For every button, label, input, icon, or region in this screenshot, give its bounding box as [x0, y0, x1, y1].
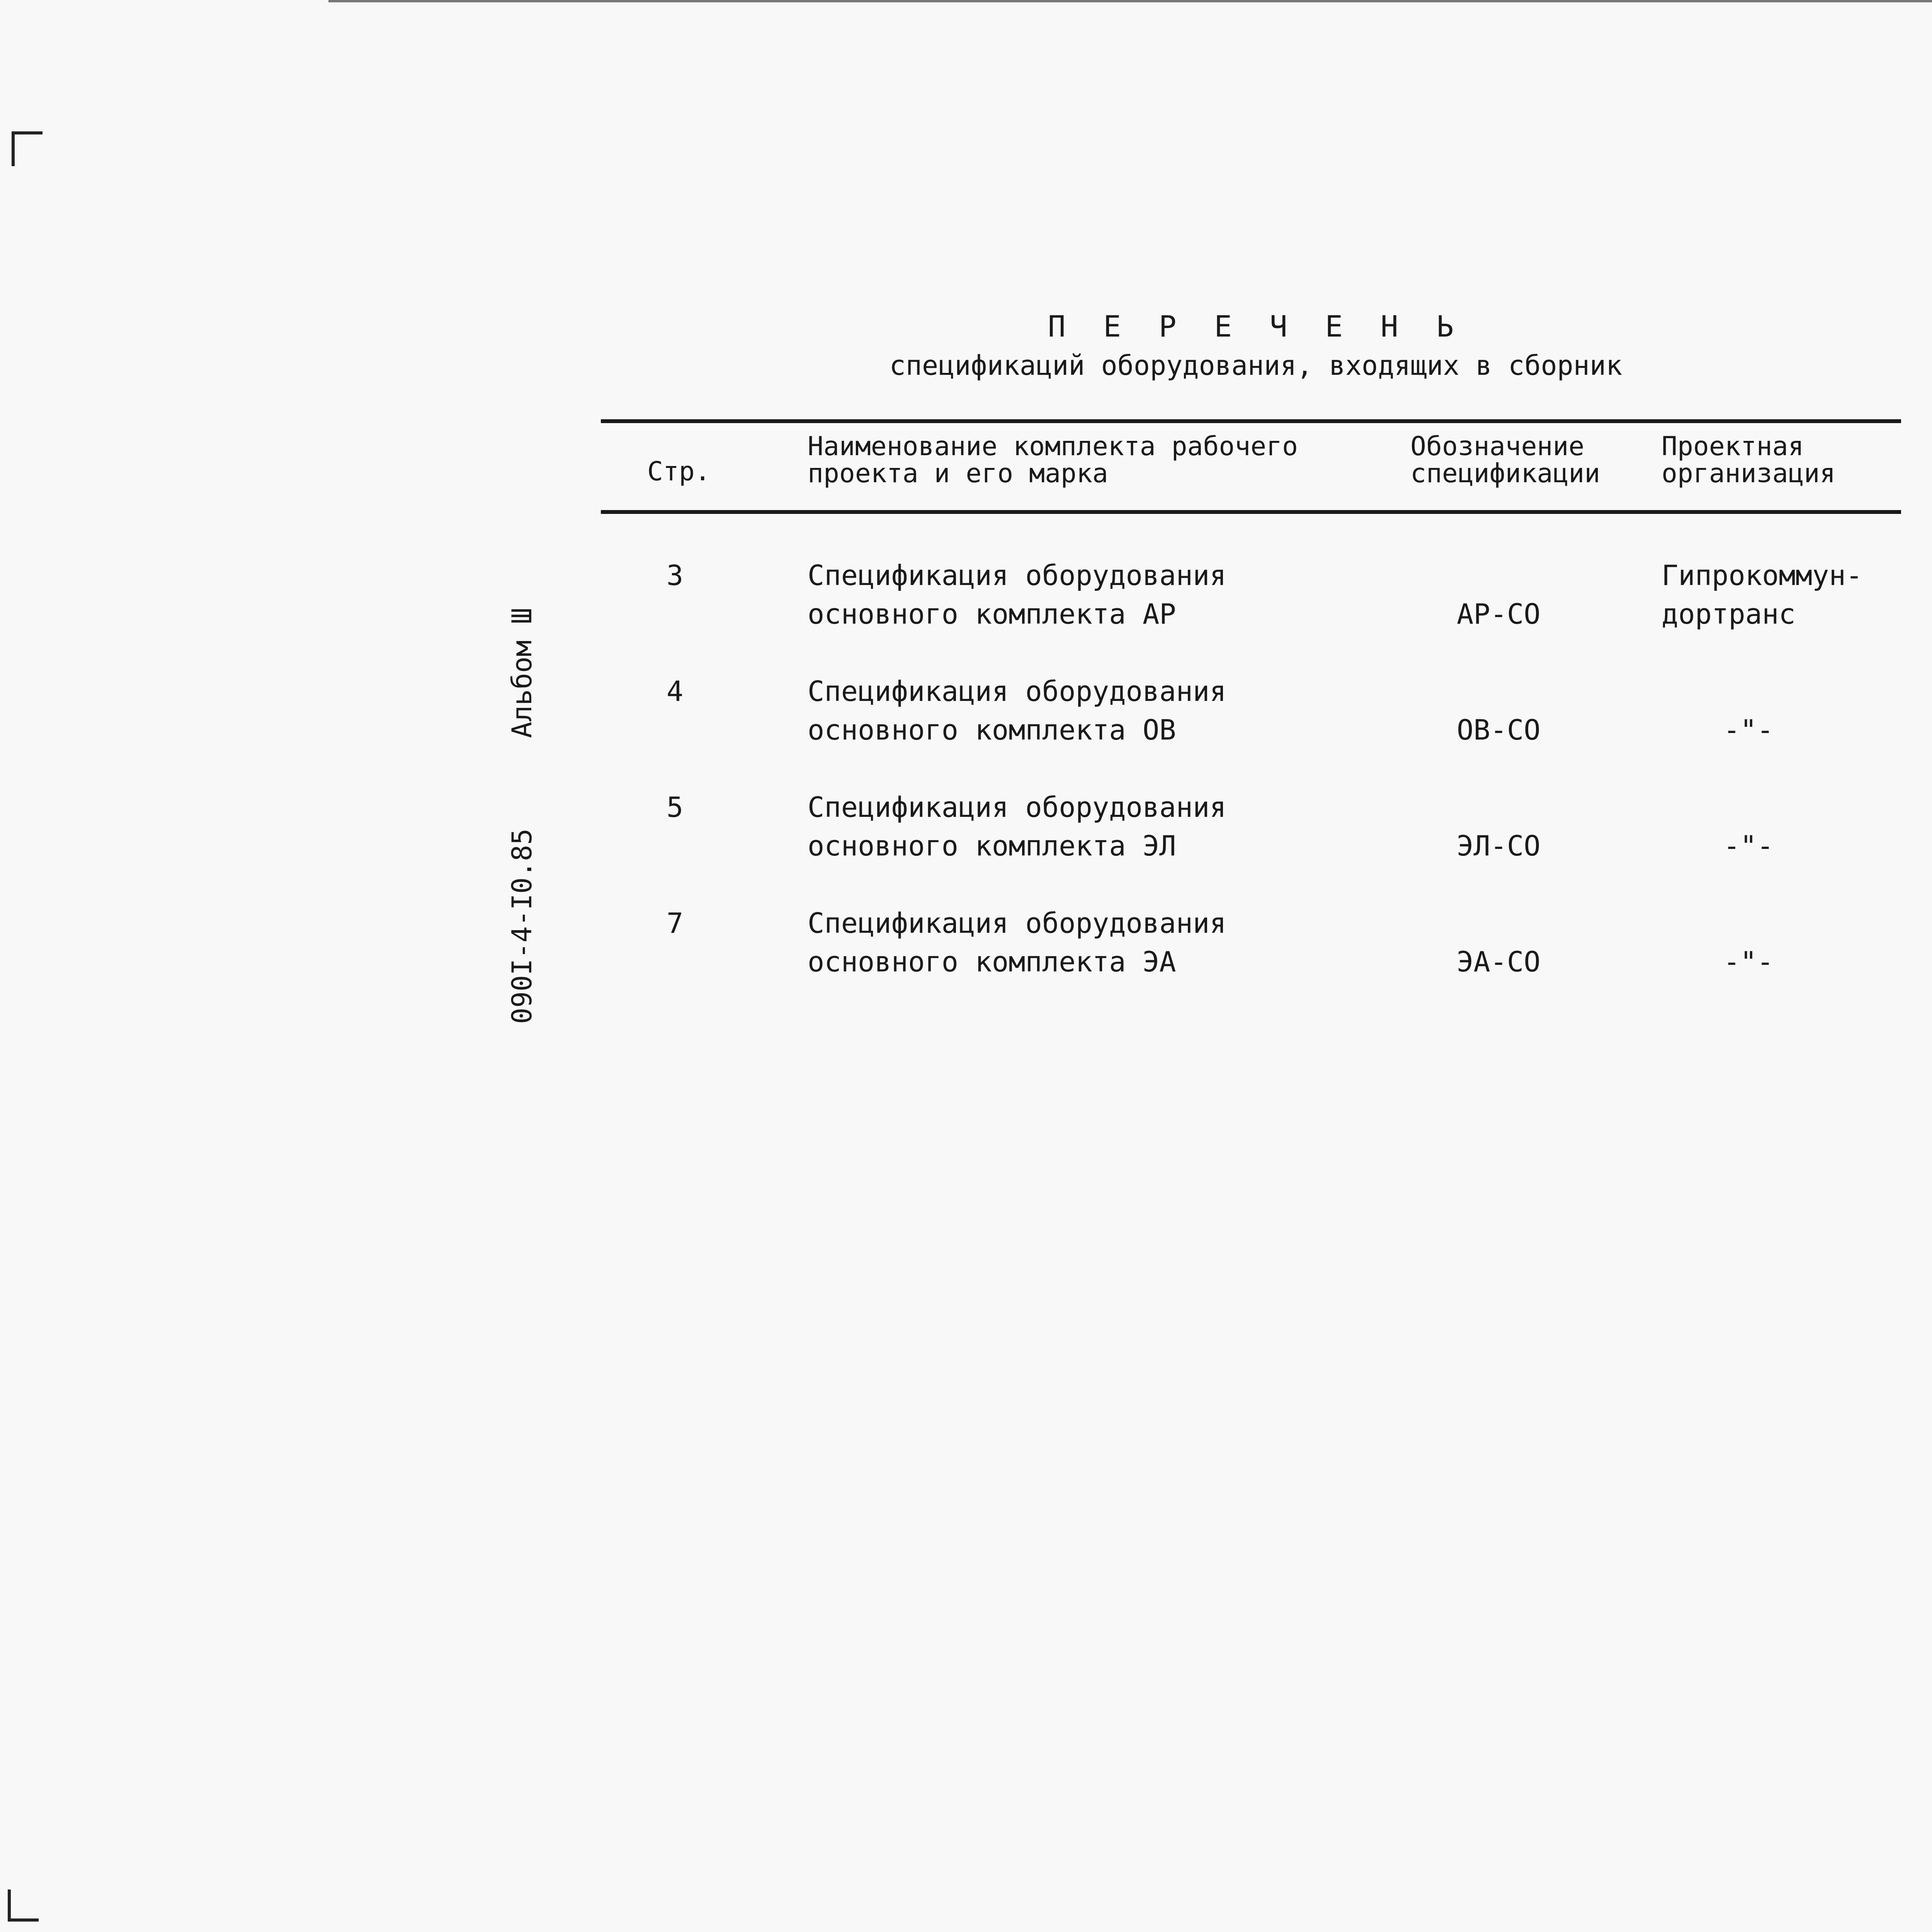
table-top-rule: [601, 419, 1901, 423]
row-4-name-line-2: основного комплекта ЭА: [808, 946, 1176, 978]
row-2-page: 4: [667, 675, 684, 707]
header-name-line-1: Наименование комплекта рабочего: [808, 431, 1298, 462]
table-header-rule: [601, 510, 1901, 514]
header-designation-line-1: Обозначение: [1410, 431, 1585, 462]
crop-mark-top-left: [12, 131, 43, 134]
row-4-page: 7: [667, 907, 684, 939]
row-2-designation: ОВ-СО: [1457, 714, 1541, 746]
row-1-organization-line-2: дортранс: [1662, 598, 1796, 630]
row-3-page: 5: [667, 791, 684, 823]
document-title: П Е Р Е Ч Е Н Ь: [1048, 309, 1464, 344]
crop-mark-top-left-vertical: [12, 131, 15, 166]
header-organization-line-1: Проектная: [1662, 431, 1804, 462]
row-2-name-line-2: основного комплекта ОВ: [808, 714, 1176, 746]
row-3-designation: ЭЛ-СО: [1457, 830, 1541, 862]
row-4-name-line-1: Спецификация оборудования: [808, 907, 1226, 939]
row-2-name-line-1: Спецификация оборудования: [808, 675, 1226, 707]
row-3-organization: -"-: [1723, 830, 1774, 862]
row-4-organization: -"-: [1723, 946, 1774, 978]
row-3-name-line-1: Спецификация оборудования: [808, 791, 1226, 823]
row-1-name-line-2: основного комплекта АР: [808, 598, 1176, 630]
row-2-organization: -"-: [1723, 714, 1774, 746]
row-1-organization-line-1: Гипрокоммун-: [1662, 559, 1863, 592]
side-label-album: Альбом Ш: [506, 607, 538, 738]
crop-mark-bottom-left: [8, 1918, 39, 1922]
side-label-code: 090I-4-I0.85: [506, 828, 538, 1024]
crop-mark-bottom-left-vertical: [8, 1889, 11, 1922]
row-3-name-line-2: основного комплекта ЭЛ: [808, 830, 1176, 862]
row-4-designation: ЭА-СО: [1457, 946, 1541, 978]
row-1-page: 3: [667, 559, 684, 592]
row-1-designation: АР-СО: [1457, 598, 1541, 630]
document-subtitle: спецификаций оборудования, входящих в сборник: [889, 350, 1622, 381]
header-organization-line-2: организация: [1662, 458, 1836, 489]
header-page: Стр.: [647, 456, 711, 487]
row-1-name-line-1: Спецификация оборудования: [808, 559, 1226, 592]
header-name-line-2: проекта и его марка: [808, 458, 1108, 489]
scan-edge-line: [328, 0, 1932, 2]
header-designation-line-2: спецификации: [1410, 458, 1600, 489]
